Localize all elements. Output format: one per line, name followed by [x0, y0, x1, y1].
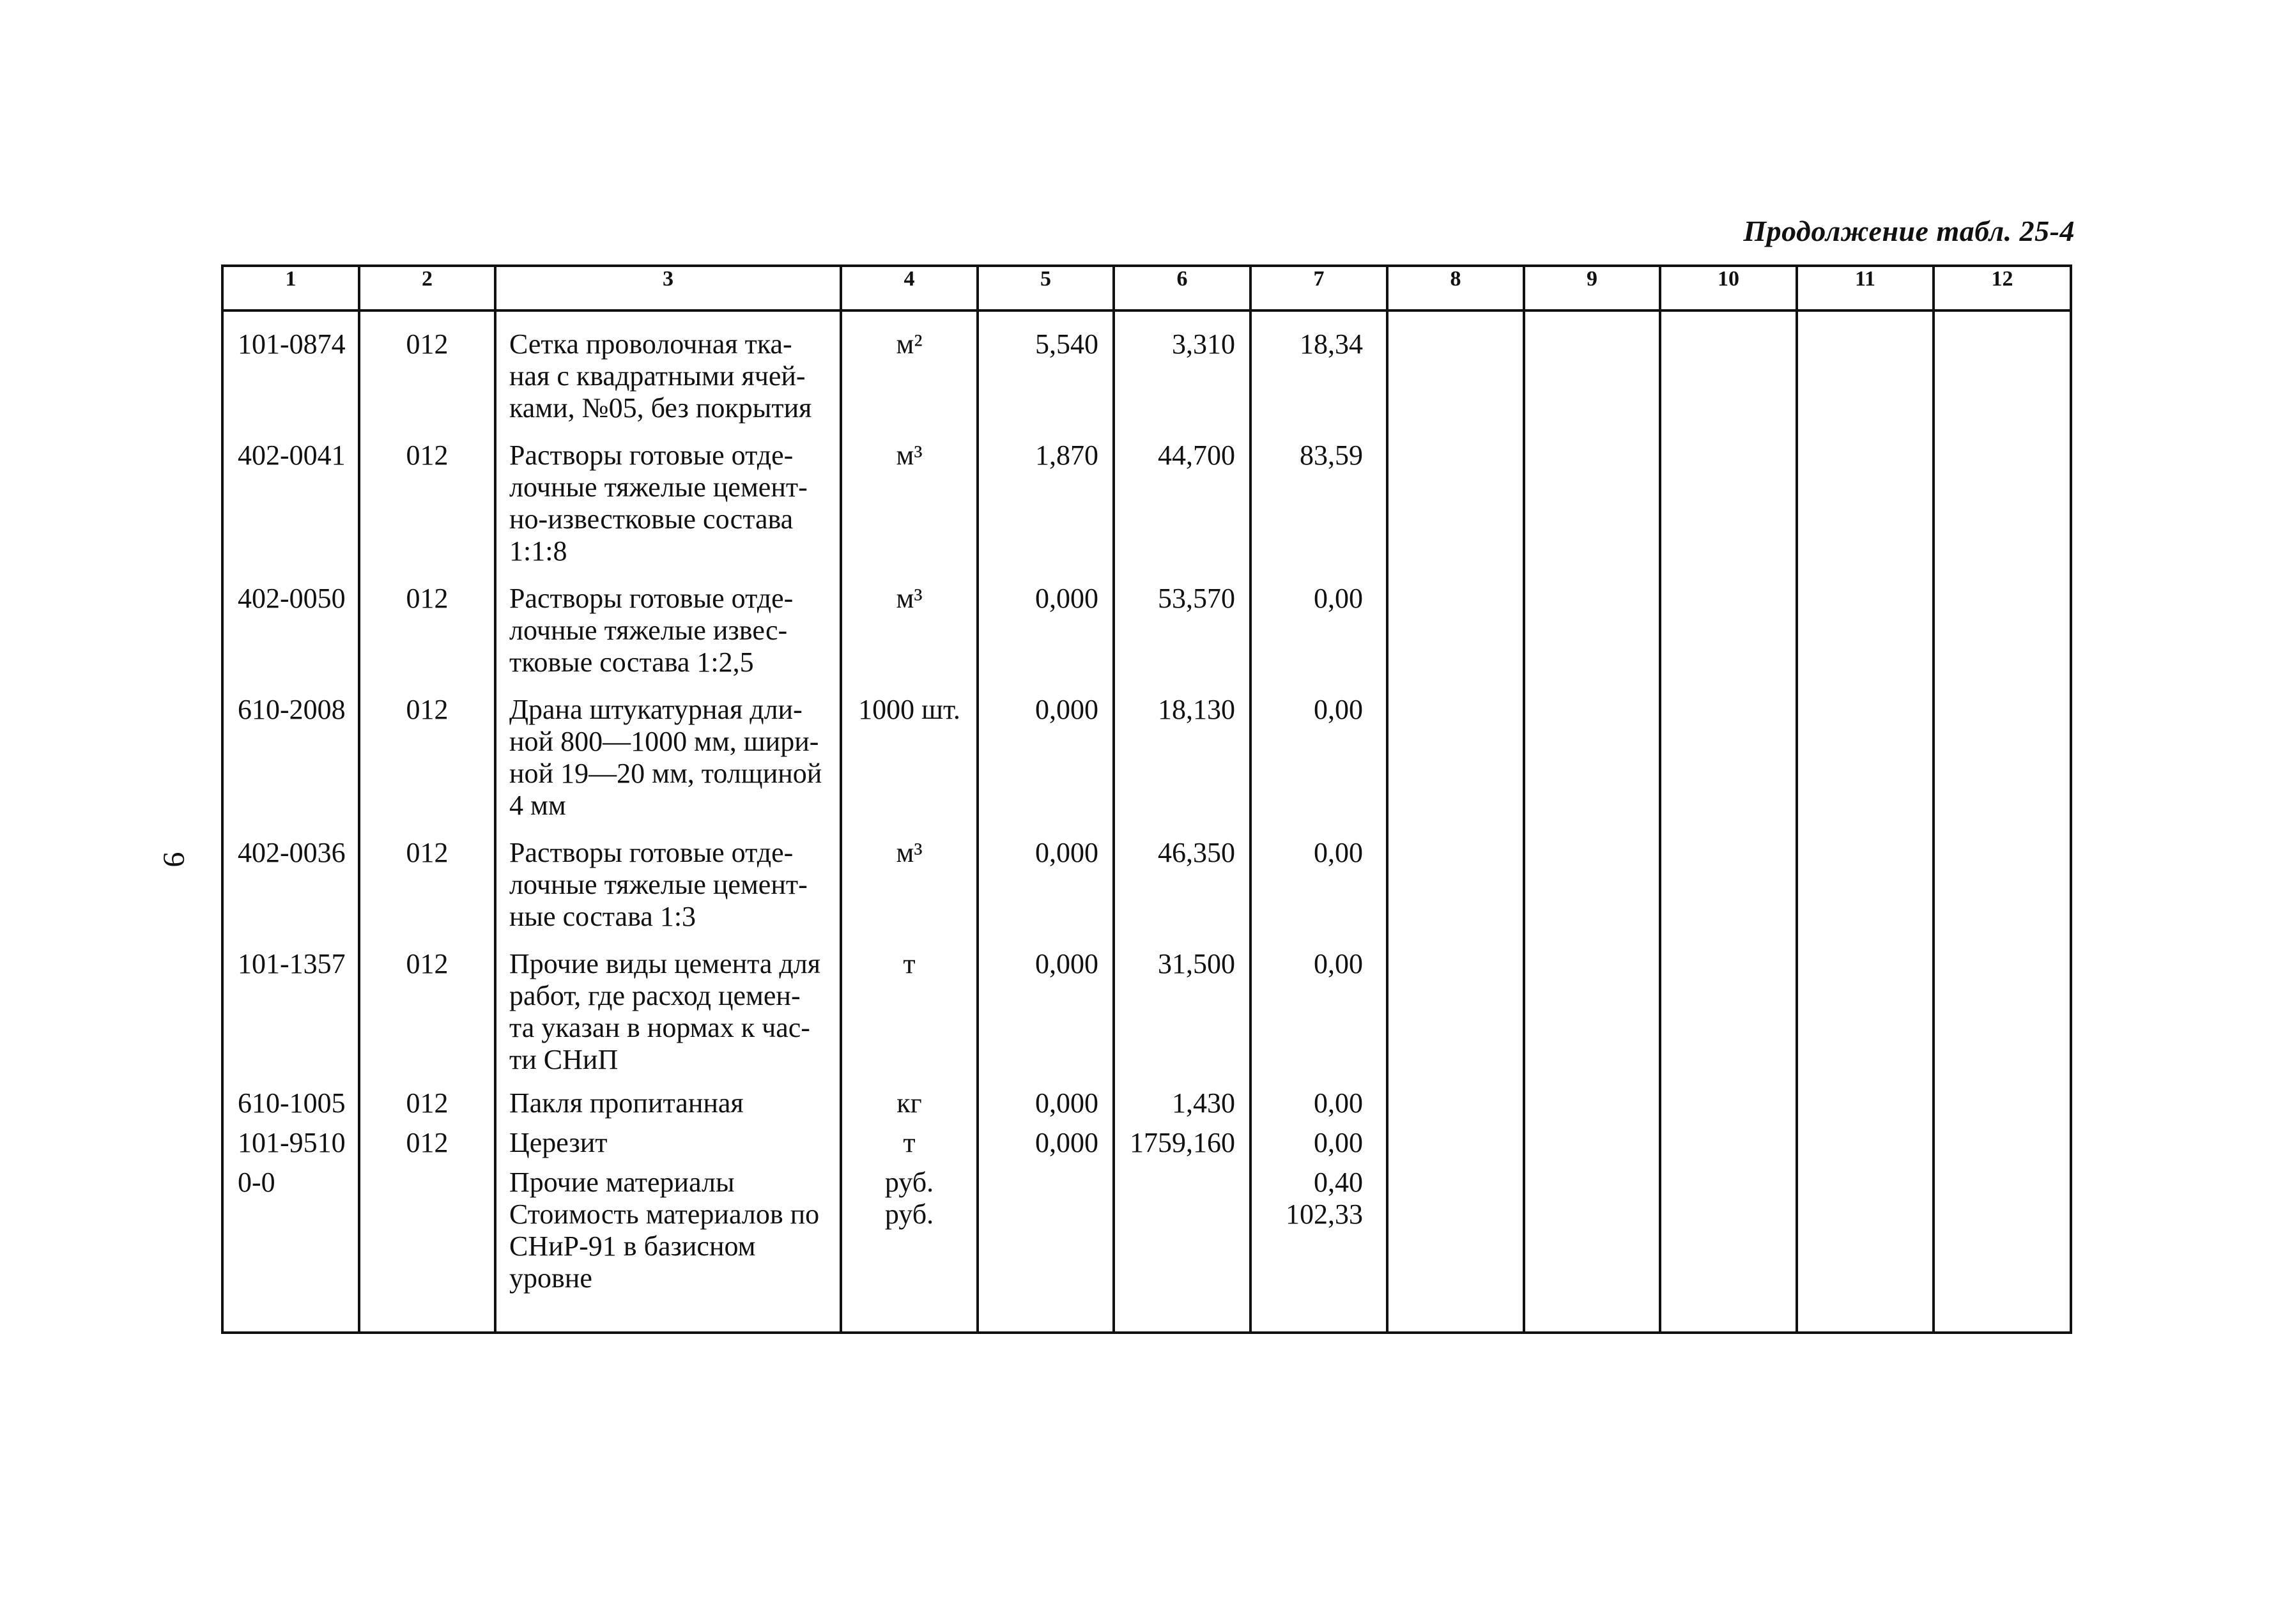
empty-cell-10: [1660, 1076, 1797, 1119]
code-cell: 610-2008: [222, 678, 359, 822]
value-5-cell: 1,870: [978, 424, 1114, 567]
value-6-cell: 1,430: [1114, 1076, 1250, 1119]
description-cell: Прочие материалы Стоимость материалов по СНиР-91 в базисном уровне: [495, 1159, 841, 1294]
group-cell: 012: [359, 822, 495, 933]
page-number: 9: [157, 852, 191, 868]
code-cell: 610-1005: [222, 1076, 359, 1119]
group-cell: 012: [359, 424, 495, 567]
col-header-11: 11: [1797, 266, 1934, 310]
value-5-cell: 5,540: [978, 310, 1114, 424]
value-5-cell: 0,000: [978, 1119, 1114, 1159]
empty-cell-11: [1797, 1076, 1934, 1119]
value-6-cell: [1114, 1159, 1250, 1294]
col-header-9: 9: [1524, 266, 1660, 310]
unit-cell: т: [841, 933, 978, 1076]
description-cell: Растворы готовые отде- лочные тяжелые цемент- но-известковые состава 1:1:8: [495, 424, 841, 567]
table-row: [222, 567, 2071, 678]
empty-cell-8: [1387, 933, 1524, 1076]
spacer-cell: [495, 1294, 841, 1333]
col-header-10: 10: [1660, 266, 1797, 310]
table-row: [222, 822, 2071, 933]
group-cell: 012: [359, 678, 495, 822]
code-cell: 402-0050: [222, 567, 359, 678]
col-header-6: 6: [1114, 266, 1250, 310]
spacer-cell: [1524, 1294, 1660, 1333]
code-cell: 101-0874: [222, 310, 359, 424]
unit-cell: 1000 шт.: [841, 678, 978, 822]
col-header-1: 1: [222, 266, 359, 310]
description-cell: Сетка проволочная тка- ная с квадратными ячей- ками, №05, без покрытия: [495, 310, 841, 424]
col-header-8: 8: [1387, 266, 1524, 310]
empty-cell-10: [1660, 822, 1797, 933]
spacer-cell: [1934, 1294, 2071, 1333]
empty-cell-8: [1387, 678, 1524, 822]
empty-cell-12: [1934, 1119, 2071, 1159]
code-cell: 0-0: [222, 1159, 359, 1294]
spacer-cell: [359, 1294, 495, 1333]
empty-cell-12: [1934, 933, 2071, 1076]
value-6-cell: 53,570: [1114, 567, 1250, 678]
value-5-cell: 0,000: [978, 678, 1114, 822]
description-cell: Растворы готовые отде- лочные тяжелые цемент- ные состава 1:3: [495, 822, 841, 933]
empty-cell-9: [1524, 1119, 1660, 1159]
empty-cell-12: [1934, 822, 2071, 933]
group-cell: 012: [359, 310, 495, 424]
spacer-cell: [978, 1294, 1114, 1333]
value-6-cell: 3,310: [1114, 310, 1250, 424]
empty-cell-12: [1934, 1076, 2071, 1119]
value-6-cell: 46,350: [1114, 822, 1250, 933]
spacer-cell: [1114, 1294, 1250, 1333]
group-cell: 012: [359, 567, 495, 678]
spacer-cell: [1250, 1294, 1387, 1333]
value-7-cell: 0,00: [1250, 1119, 1387, 1159]
spacer-cell: [222, 1294, 359, 1333]
description-cell: Церезит: [495, 1119, 841, 1159]
unit-cell: руб. руб.: [841, 1159, 978, 1294]
spacer-cell: [1660, 1294, 1797, 1333]
value-5-cell: 0,000: [978, 822, 1114, 933]
table-row: [222, 424, 2071, 567]
unit-cell: м³: [841, 424, 978, 567]
value-7-cell: 0,00: [1250, 822, 1387, 933]
value-5-cell: 0,000: [978, 1076, 1114, 1119]
table-row: [222, 678, 2071, 822]
table-row: [222, 1159, 2071, 1294]
empty-cell-12: [1934, 310, 2071, 424]
empty-cell-10: [1660, 1119, 1797, 1159]
empty-cell-9: [1524, 1076, 1660, 1119]
empty-cell-11: [1797, 933, 1934, 1076]
group-cell: 012: [359, 1119, 495, 1159]
empty-cell-8: [1387, 567, 1524, 678]
description-cell: Драна штукатурная дли- ной 800—1000 мм, шири- ной 19—20 мм, толщиной 4 мм: [495, 678, 841, 822]
value-6-cell: 18,130: [1114, 678, 1250, 822]
value-7-cell: 0,40 102,33: [1250, 1159, 1387, 1294]
empty-cell-11: [1797, 1159, 1934, 1294]
unit-cell: м³: [841, 822, 978, 933]
code-cell: 101-9510: [222, 1119, 359, 1159]
description-cell: Пакля пропитанная: [495, 1076, 841, 1119]
empty-cell-11: [1797, 678, 1934, 822]
value-6-cell: 1759,160: [1114, 1119, 1250, 1159]
group-cell: 012: [359, 1076, 495, 1119]
unit-cell: т: [841, 1119, 978, 1159]
empty-cell-8: [1387, 310, 1524, 424]
col-header-12: 12: [1934, 266, 2071, 310]
empty-cell-9: [1524, 567, 1660, 678]
value-6-cell: 31,500: [1114, 933, 1250, 1076]
value-5-cell: 0,000: [978, 933, 1114, 1076]
empty-cell-8: [1387, 1159, 1524, 1294]
empty-cell-8: [1387, 1119, 1524, 1159]
table-row: [222, 1076, 2071, 1119]
col-header-5: 5: [978, 266, 1114, 310]
empty-cell-11: [1797, 424, 1934, 567]
group-cell: [359, 1159, 495, 1294]
value-7-cell: 0,00: [1250, 567, 1387, 678]
empty-cell-12: [1934, 567, 2071, 678]
empty-cell-10: [1660, 678, 1797, 822]
value-7-cell: 0,00: [1250, 933, 1387, 1076]
unit-cell: кг: [841, 1076, 978, 1119]
code-cell: 402-0041: [222, 424, 359, 567]
empty-cell-8: [1387, 1076, 1524, 1119]
table-caption: Продолжение табл. 25-4: [1743, 215, 2075, 247]
empty-cell-9: [1524, 310, 1660, 424]
empty-cell-8: [1387, 822, 1524, 933]
empty-cell-11: [1797, 310, 1934, 424]
value-5-cell: 0,000: [978, 567, 1114, 678]
table-row: [222, 1119, 2071, 1159]
empty-cell-10: [1660, 567, 1797, 678]
spacer-cell: [841, 1294, 978, 1333]
empty-cell-11: [1797, 1119, 1934, 1159]
empty-cell-10: [1660, 310, 1797, 424]
unit-cell: м²: [841, 310, 978, 424]
empty-cell-12: [1934, 678, 2071, 822]
table-body: [222, 310, 2071, 1333]
value-6-cell: 44,700: [1114, 424, 1250, 567]
value-7-cell: 0,00: [1250, 1076, 1387, 1119]
empty-cell-9: [1524, 822, 1660, 933]
empty-cell-9: [1524, 933, 1660, 1076]
table-row: [222, 933, 2071, 1076]
empty-cell-11: [1797, 567, 1934, 678]
col-header-2: 2: [359, 266, 495, 310]
code-cell: 402-0036: [222, 822, 359, 933]
value-7-cell: 0,00: [1250, 678, 1387, 822]
table-row: [222, 310, 2071, 424]
empty-cell-10: [1660, 424, 1797, 567]
value-7-cell: 18,34: [1250, 310, 1387, 424]
spacer-cell: [1797, 1294, 1934, 1333]
materials-table: [221, 264, 2072, 1334]
header-row: [222, 266, 2071, 310]
empty-cell-12: [1934, 1159, 2071, 1294]
empty-cell-9: [1524, 424, 1660, 567]
col-header-7: 7: [1250, 266, 1387, 310]
description-cell: Растворы готовые отде- лочные тяжелые извес- тковые состава 1:2,5: [495, 567, 841, 678]
group-cell: 012: [359, 933, 495, 1076]
description-cell: Прочие виды цемента для работ, где расход цемен- та указан в нормах к час- ти СНиП: [495, 933, 841, 1076]
spacer-cell: [1387, 1294, 1524, 1333]
empty-cell-10: [1660, 933, 1797, 1076]
empty-cell-9: [1524, 678, 1660, 822]
value-5-cell: [978, 1159, 1114, 1294]
unit-cell: м³: [841, 567, 978, 678]
empty-cell-12: [1934, 424, 2071, 567]
col-header-3: 3: [495, 266, 841, 310]
empty-cell-11: [1797, 822, 1934, 933]
empty-cell-10: [1660, 1159, 1797, 1294]
code-cell: 101-1357: [222, 933, 359, 1076]
col-header-4: 4: [841, 266, 978, 310]
empty-cell-9: [1524, 1159, 1660, 1294]
table-end-spacer: [222, 1294, 2071, 1333]
value-7-cell: 83,59: [1250, 424, 1387, 567]
empty-cell-8: [1387, 424, 1524, 567]
